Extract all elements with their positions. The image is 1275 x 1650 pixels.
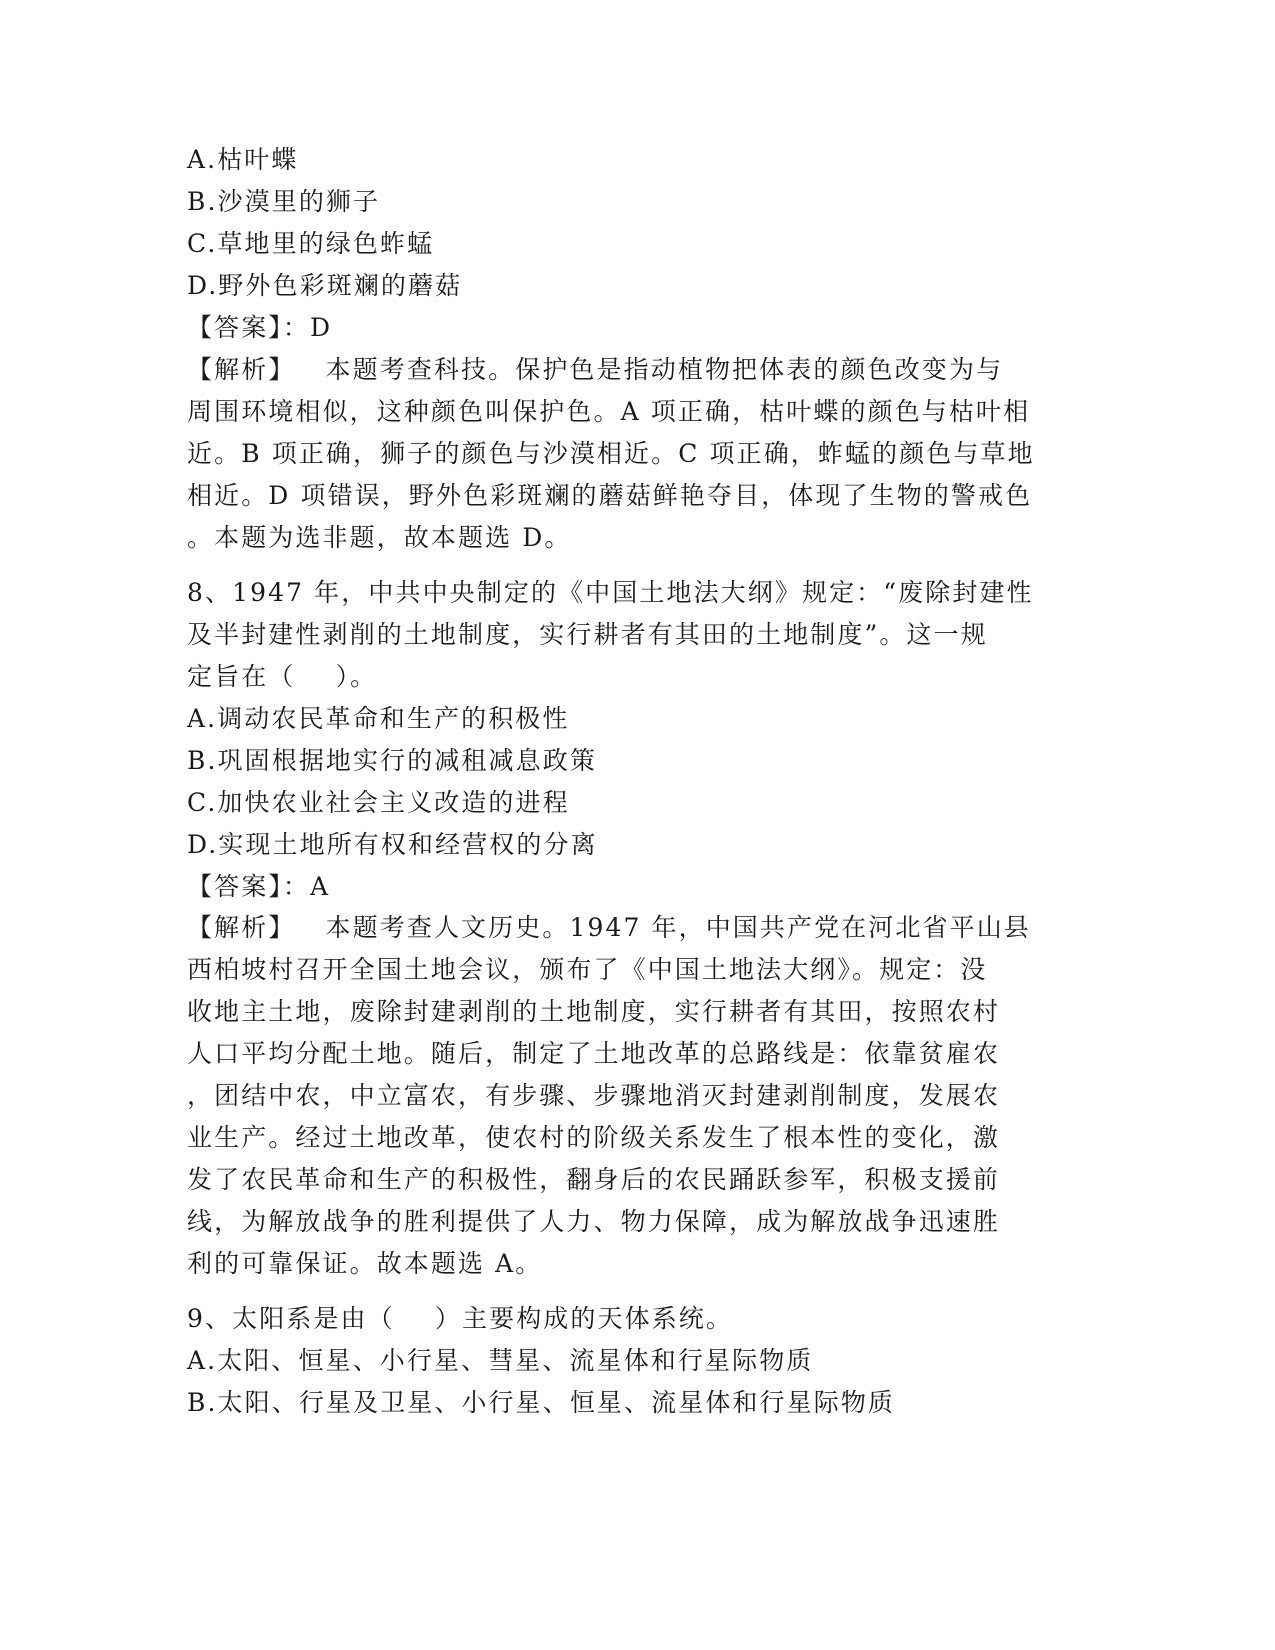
q8-analysis-line: 线，为解放战争的胜利提供了人力、物力保障，成为解放战争迅速胜	[187, 1207, 1001, 1236]
q8-analysis-line: 人口平均分配土地。随后，制定了土地改革的总路线是：依靠贫雇农	[187, 1039, 1001, 1068]
q8-analysis-line: 发了农民革命和生产的积极性，翻身后的农民踊跃参军，积极支援前	[187, 1165, 1001, 1194]
q8-option-d: D.实现土地所有权和经营权的分离	[187, 830, 598, 859]
q7-option-a: A.枯叶蝶	[187, 145, 299, 174]
q8-analysis-line: 利的可靠保证。故本题选 A。	[187, 1249, 543, 1278]
q7-analysis-line: 【解析】 本题考查科技。保护色是指动植物把体表的颜色改变为与	[187, 355, 1004, 384]
q8-analysis-line: 西柏坡村召开全国土地会议，颁布了《中国土地法大纲》。规定：没	[187, 955, 988, 984]
q7-option-c: C.草地里的绿色蚱蜢	[187, 229, 435, 258]
q8-analysis-line: ，团结中农，中立富农，有步骤、步骤地消灭封建剥削制度，发展农	[187, 1081, 1001, 1110]
q7-analysis-line: 周围环境相似，这种颜色叫保护色。A 项正确，枯叶蝶的颜色与枯叶相	[187, 397, 1031, 426]
q7-option-b: B.沙漠里的狮子	[187, 187, 381, 216]
q7-analysis-line: 近。B 项正确，狮子的颜色与沙漠相近。C 项正确，蚱蜢的颜色与草地	[187, 439, 1035, 468]
q8-stem-line: 8、1947 年，中共中央制定的《中国土地法大纲》规定：“废除封建性	[187, 578, 1034, 607]
q7-analysis-line: 。本题为选非题，故本题选 D。	[187, 523, 572, 552]
q9-option-a: A.太阳、恒星、小行星、彗星、流星体和行星际物质	[187, 1346, 814, 1375]
q8-option-c: C.加快农业社会主义改造的进程	[187, 788, 570, 817]
q8-stem-line: 及半封建性剥削的土地制度，实行耕者有其田的土地制度”。这一规	[187, 620, 988, 649]
q8-option-b: B.巩固根据地实行的减租减息政策	[187, 746, 597, 775]
q9-stem-line: 9、太阳系是由（ ）主要构成的天体系统。	[187, 1304, 733, 1333]
q8-stem-line: 定旨在（ ）。	[187, 662, 378, 691]
q8-analysis-line: 收地主土地，废除封建剥削的土地制度，实行耕者有其田，按照农村	[187, 997, 1001, 1026]
q8-answer: 【答案】：A	[187, 872, 331, 901]
q8-option-a: A.调动农民革命和生产的积极性	[187, 704, 570, 733]
q7-answer: 【答案】：D	[187, 313, 333, 342]
q9-option-b: B.太阳、行星及卫星、小行星、恒星、流星体和行星际物质	[187, 1388, 896, 1417]
q8-analysis-line: 业生产。经过土地改革，使农村的阶级关系发生了根本性的变化，激	[187, 1123, 1001, 1152]
q8-analysis-line: 【解析】 本题考查人文历史。1947 年，中国共产党在河北省平山县	[187, 913, 1031, 942]
q7-option-d: D.野外色彩斑斓的蘑菇	[187, 271, 463, 300]
q7-analysis-line: 相近。D 项错误，野外色彩斑斓的蘑菇鲜艳夺目，体现了生物的警戒色	[187, 481, 1033, 510]
